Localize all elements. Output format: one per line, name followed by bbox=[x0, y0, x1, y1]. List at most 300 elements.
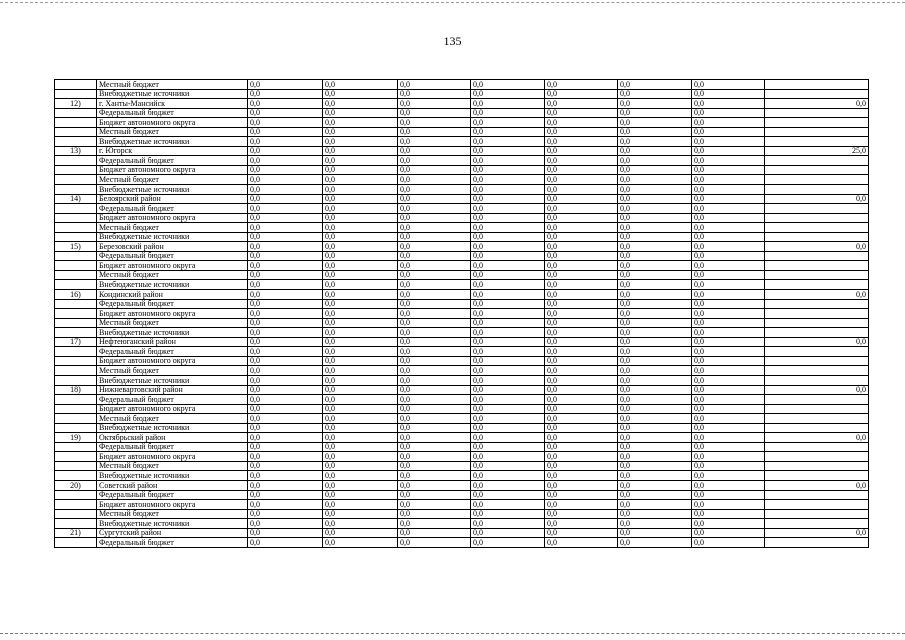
row-label: Октябрьский район bbox=[97, 433, 248, 443]
row-number bbox=[55, 251, 97, 261]
value-cell: 0,0 bbox=[545, 89, 618, 99]
value-cell: 0,0 bbox=[692, 442, 765, 452]
value-cell: 0,0 bbox=[398, 452, 471, 462]
value-cell: 0,0 bbox=[545, 423, 618, 433]
value-cell: 0,0 bbox=[618, 490, 692, 500]
value-cell: 0,0 bbox=[545, 395, 618, 405]
total-cell bbox=[765, 328, 869, 338]
value-cell: 0,0 bbox=[398, 480, 471, 490]
value-cell: 0,0 bbox=[398, 223, 471, 233]
value-cell: 0,0 bbox=[248, 366, 323, 376]
value-cell: 0,0 bbox=[545, 442, 618, 452]
row-label: Бюджет автономного округа bbox=[97, 452, 248, 462]
value-cell: 0,0 bbox=[692, 519, 765, 529]
value-cell: 0,0 bbox=[398, 80, 471, 90]
table-row bbox=[55, 156, 869, 166]
row-number: 13) bbox=[55, 146, 97, 156]
value-cell: 0,0 bbox=[248, 538, 323, 548]
value-cell: 0,0 bbox=[618, 99, 692, 109]
value-cell: 0,0 bbox=[248, 165, 323, 175]
total-cell: 0,0 bbox=[765, 528, 869, 538]
table-row bbox=[55, 137, 869, 147]
table-row bbox=[55, 433, 869, 443]
table-row bbox=[55, 175, 869, 185]
row-label: Внебюджетные источники bbox=[97, 423, 248, 433]
value-cell: 0,0 bbox=[398, 290, 471, 300]
row-label: Нижневартовский район bbox=[97, 385, 248, 395]
table-row bbox=[55, 442, 869, 452]
value-cell: 0,0 bbox=[248, 509, 323, 519]
total-cell bbox=[765, 356, 869, 366]
value-cell: 0,0 bbox=[545, 108, 618, 118]
value-cell: 0,0 bbox=[545, 261, 618, 271]
value-cell: 0,0 bbox=[545, 118, 618, 128]
value-cell: 0,0 bbox=[323, 194, 398, 204]
value-cell: 0,0 bbox=[545, 146, 618, 156]
budget-table bbox=[54, 79, 869, 548]
row-number bbox=[55, 366, 97, 376]
value-cell: 0,0 bbox=[248, 433, 323, 443]
value-cell: 0,0 bbox=[545, 414, 618, 424]
total-cell bbox=[765, 404, 869, 414]
value-cell: 0,0 bbox=[398, 471, 471, 481]
value-cell: 0,0 bbox=[545, 270, 618, 280]
value-cell: 0,0 bbox=[471, 290, 545, 300]
row-label: Внебюджетные источники bbox=[97, 137, 248, 147]
value-cell: 0,0 bbox=[692, 318, 765, 328]
value-cell: 0,0 bbox=[398, 433, 471, 443]
value-cell: 0,0 bbox=[323, 423, 398, 433]
value-cell: 0,0 bbox=[248, 395, 323, 405]
row-number: 15) bbox=[55, 242, 97, 252]
value-cell: 0,0 bbox=[545, 299, 618, 309]
row-number: 16) bbox=[55, 290, 97, 300]
value-cell: 0,0 bbox=[323, 442, 398, 452]
row-label: Нефтеюганский район bbox=[97, 337, 248, 347]
total-cell: 0,0 bbox=[765, 480, 869, 490]
value-cell: 0,0 bbox=[618, 146, 692, 156]
row-number bbox=[55, 414, 97, 424]
value-cell: 0,0 bbox=[323, 519, 398, 529]
value-cell: 0,0 bbox=[398, 538, 471, 548]
value-cell: 0,0 bbox=[398, 490, 471, 500]
value-cell: 0,0 bbox=[323, 137, 398, 147]
value-cell: 0,0 bbox=[248, 347, 323, 357]
value-cell: 0,0 bbox=[471, 528, 545, 538]
value-cell: 0,0 bbox=[323, 528, 398, 538]
value-cell: 0,0 bbox=[248, 137, 323, 147]
value-cell: 0,0 bbox=[398, 194, 471, 204]
value-cell: 0,0 bbox=[692, 471, 765, 481]
value-cell: 0,0 bbox=[323, 318, 398, 328]
row-number bbox=[55, 89, 97, 99]
row-number bbox=[55, 404, 97, 414]
value-cell: 0,0 bbox=[618, 328, 692, 338]
row-label: Местный бюджет bbox=[97, 366, 248, 376]
value-cell: 0,0 bbox=[618, 356, 692, 366]
row-number bbox=[55, 347, 97, 357]
value-cell: 0,0 bbox=[248, 232, 323, 242]
value-cell: 0,0 bbox=[398, 442, 471, 452]
value-cell: 0,0 bbox=[323, 461, 398, 471]
value-cell: 0,0 bbox=[398, 251, 471, 261]
value-cell: 0,0 bbox=[618, 433, 692, 443]
row-number: 12) bbox=[55, 99, 97, 109]
total-cell bbox=[765, 423, 869, 433]
table-row bbox=[55, 251, 869, 261]
value-cell: 0,0 bbox=[323, 509, 398, 519]
row-number bbox=[55, 127, 97, 137]
value-cell: 0,0 bbox=[323, 414, 398, 424]
value-cell: 0,0 bbox=[471, 519, 545, 529]
total-cell bbox=[765, 156, 869, 166]
value-cell: 0,0 bbox=[471, 118, 545, 128]
value-cell: 0,0 bbox=[398, 261, 471, 271]
value-cell: 0,0 bbox=[323, 490, 398, 500]
value-cell: 0,0 bbox=[545, 480, 618, 490]
value-cell: 0,0 bbox=[398, 89, 471, 99]
value-cell: 0,0 bbox=[323, 251, 398, 261]
value-cell: 0,0 bbox=[618, 337, 692, 347]
table-row bbox=[55, 290, 869, 300]
value-cell: 0,0 bbox=[323, 366, 398, 376]
value-cell: 0,0 bbox=[545, 356, 618, 366]
value-cell: 0,0 bbox=[323, 480, 398, 490]
value-cell: 0,0 bbox=[248, 328, 323, 338]
value-cell: 0,0 bbox=[692, 118, 765, 128]
value-cell: 0,0 bbox=[323, 80, 398, 90]
value-cell: 0,0 bbox=[248, 528, 323, 538]
value-cell: 0,0 bbox=[248, 290, 323, 300]
value-cell: 0,0 bbox=[545, 538, 618, 548]
row-label: Советский район bbox=[97, 480, 248, 490]
value-cell: 0,0 bbox=[545, 509, 618, 519]
row-label: Сургутский район bbox=[97, 528, 248, 538]
table-row bbox=[55, 270, 869, 280]
value-cell: 0,0 bbox=[692, 500, 765, 510]
total-cell bbox=[765, 108, 869, 118]
value-cell: 0,0 bbox=[471, 127, 545, 137]
value-cell: 0,0 bbox=[692, 270, 765, 280]
total-cell bbox=[765, 80, 869, 90]
value-cell: 0,0 bbox=[471, 213, 545, 223]
value-cell: 0,0 bbox=[545, 309, 618, 319]
total-cell bbox=[765, 538, 869, 548]
value-cell: 0,0 bbox=[618, 127, 692, 137]
value-cell: 0,0 bbox=[618, 423, 692, 433]
total-cell bbox=[765, 452, 869, 462]
total-cell bbox=[765, 251, 869, 261]
value-cell: 0,0 bbox=[618, 261, 692, 271]
value-cell: 0,0 bbox=[398, 175, 471, 185]
row-label: Бюджет автономного округа bbox=[97, 261, 248, 271]
value-cell: 0,0 bbox=[618, 414, 692, 424]
value-cell: 0,0 bbox=[323, 213, 398, 223]
table-row bbox=[55, 242, 869, 252]
value-cell: 0,0 bbox=[545, 156, 618, 166]
value-cell: 0,0 bbox=[618, 452, 692, 462]
value-cell: 0,0 bbox=[398, 395, 471, 405]
value-cell: 0,0 bbox=[471, 108, 545, 118]
value-cell: 0,0 bbox=[545, 251, 618, 261]
table-row bbox=[55, 423, 869, 433]
value-cell: 0,0 bbox=[248, 423, 323, 433]
value-cell: 0,0 bbox=[471, 490, 545, 500]
value-cell: 0,0 bbox=[471, 480, 545, 490]
value-cell: 0,0 bbox=[692, 175, 765, 185]
value-cell: 0,0 bbox=[248, 127, 323, 137]
table-row bbox=[55, 490, 869, 500]
value-cell: 0,0 bbox=[692, 385, 765, 395]
row-number bbox=[55, 185, 97, 195]
row-number bbox=[55, 538, 97, 548]
value-cell: 0,0 bbox=[618, 80, 692, 90]
value-cell: 0,0 bbox=[692, 423, 765, 433]
table-row bbox=[55, 280, 869, 290]
value-cell: 0,0 bbox=[692, 242, 765, 252]
value-cell: 0,0 bbox=[398, 356, 471, 366]
value-cell: 0,0 bbox=[545, 471, 618, 481]
total-cell bbox=[765, 309, 869, 319]
value-cell: 0,0 bbox=[398, 461, 471, 471]
value-cell: 0,0 bbox=[692, 414, 765, 424]
value-cell: 0,0 bbox=[545, 461, 618, 471]
value-cell: 0,0 bbox=[618, 404, 692, 414]
row-number bbox=[55, 375, 97, 385]
value-cell: 0,0 bbox=[248, 194, 323, 204]
value-cell: 0,0 bbox=[618, 270, 692, 280]
table-row bbox=[55, 108, 869, 118]
value-cell: 0,0 bbox=[618, 480, 692, 490]
value-cell: 0,0 bbox=[323, 118, 398, 128]
value-cell: 0,0 bbox=[692, 185, 765, 195]
value-cell: 0,0 bbox=[248, 223, 323, 233]
value-cell: 0,0 bbox=[398, 99, 471, 109]
value-cell: 0,0 bbox=[398, 414, 471, 424]
value-cell: 0,0 bbox=[618, 461, 692, 471]
value-cell: 0,0 bbox=[323, 290, 398, 300]
value-cell: 0,0 bbox=[618, 194, 692, 204]
value-cell: 0,0 bbox=[618, 175, 692, 185]
value-cell: 0,0 bbox=[398, 118, 471, 128]
row-number bbox=[55, 175, 97, 185]
table-row bbox=[55, 480, 869, 490]
value-cell: 0,0 bbox=[618, 251, 692, 261]
total-cell: 25,0 bbox=[765, 146, 869, 156]
row-number bbox=[55, 80, 97, 90]
value-cell: 0,0 bbox=[471, 80, 545, 90]
value-cell: 0,0 bbox=[323, 452, 398, 462]
value-cell: 0,0 bbox=[398, 309, 471, 319]
table-row bbox=[55, 165, 869, 175]
row-label: Федеральный бюджет bbox=[97, 156, 248, 166]
value-cell: 0,0 bbox=[248, 204, 323, 214]
value-cell: 0,0 bbox=[471, 337, 545, 347]
table-row bbox=[55, 500, 869, 510]
value-cell: 0,0 bbox=[248, 242, 323, 252]
total-cell bbox=[765, 118, 869, 128]
value-cell: 0,0 bbox=[248, 80, 323, 90]
table-row bbox=[55, 146, 869, 156]
value-cell: 0,0 bbox=[398, 385, 471, 395]
table-row bbox=[55, 89, 869, 99]
value-cell: 0,0 bbox=[545, 404, 618, 414]
value-cell: 0,0 bbox=[323, 433, 398, 443]
value-cell: 0,0 bbox=[248, 299, 323, 309]
value-cell: 0,0 bbox=[545, 213, 618, 223]
value-cell: 0,0 bbox=[248, 175, 323, 185]
row-number bbox=[55, 490, 97, 500]
table-row bbox=[55, 404, 869, 414]
row-label: Бюджет автономного округа bbox=[97, 309, 248, 319]
row-label: Белоярский район bbox=[97, 194, 248, 204]
row-number bbox=[55, 223, 97, 233]
table-row bbox=[55, 366, 869, 376]
table-row bbox=[55, 80, 869, 90]
table-row bbox=[55, 299, 869, 309]
value-cell: 0,0 bbox=[248, 251, 323, 261]
table-row bbox=[55, 213, 869, 223]
row-label: Федеральный бюджет bbox=[97, 108, 248, 118]
value-cell: 0,0 bbox=[398, 509, 471, 519]
value-cell: 0,0 bbox=[398, 299, 471, 309]
row-label: Бюджет автономного округа bbox=[97, 118, 248, 128]
row-label: Кондинский район bbox=[97, 290, 248, 300]
value-cell: 0,0 bbox=[471, 280, 545, 290]
total-cell bbox=[765, 185, 869, 195]
row-number: 20) bbox=[55, 480, 97, 490]
total-cell bbox=[765, 347, 869, 357]
total-cell: 0,0 bbox=[765, 242, 869, 252]
value-cell: 0,0 bbox=[692, 165, 765, 175]
value-cell: 0,0 bbox=[323, 500, 398, 510]
value-cell: 0,0 bbox=[248, 414, 323, 424]
row-label: Внебюджетные источники bbox=[97, 519, 248, 529]
row-number bbox=[55, 519, 97, 529]
value-cell: 0,0 bbox=[248, 452, 323, 462]
value-cell: 0,0 bbox=[471, 242, 545, 252]
row-number bbox=[55, 452, 97, 462]
value-cell: 0,0 bbox=[692, 347, 765, 357]
total-cell bbox=[765, 461, 869, 471]
value-cell: 0,0 bbox=[398, 213, 471, 223]
table-row bbox=[55, 185, 869, 195]
table-row bbox=[55, 194, 869, 204]
value-cell: 0,0 bbox=[471, 395, 545, 405]
value-cell: 0,0 bbox=[323, 185, 398, 195]
value-cell: 0,0 bbox=[471, 461, 545, 471]
value-cell: 0,0 bbox=[248, 261, 323, 271]
value-cell: 0,0 bbox=[618, 118, 692, 128]
value-cell: 0,0 bbox=[323, 404, 398, 414]
value-cell: 0,0 bbox=[471, 347, 545, 357]
value-cell: 0,0 bbox=[323, 165, 398, 175]
row-label: Местный бюджет bbox=[97, 223, 248, 233]
total-cell bbox=[765, 232, 869, 242]
total-cell bbox=[765, 299, 869, 309]
value-cell: 0,0 bbox=[618, 156, 692, 166]
row-label: Местный бюджет bbox=[97, 318, 248, 328]
value-cell: 0,0 bbox=[692, 461, 765, 471]
value-cell: 0,0 bbox=[248, 337, 323, 347]
row-label: Федеральный бюджет bbox=[97, 347, 248, 357]
value-cell: 0,0 bbox=[618, 538, 692, 548]
total-cell bbox=[765, 471, 869, 481]
table-row bbox=[55, 414, 869, 424]
total-cell bbox=[765, 500, 869, 510]
row-number bbox=[55, 442, 97, 452]
value-cell: 0,0 bbox=[323, 156, 398, 166]
table-row bbox=[55, 509, 869, 519]
value-cell: 0,0 bbox=[692, 366, 765, 376]
value-cell: 0,0 bbox=[323, 328, 398, 338]
value-cell: 0,0 bbox=[323, 223, 398, 233]
value-cell: 0,0 bbox=[398, 404, 471, 414]
total-cell bbox=[765, 509, 869, 519]
value-cell: 0,0 bbox=[248, 280, 323, 290]
row-number: 21) bbox=[55, 528, 97, 538]
value-cell: 0,0 bbox=[323, 146, 398, 156]
value-cell: 0,0 bbox=[618, 528, 692, 538]
value-cell: 0,0 bbox=[618, 509, 692, 519]
total-cell: 0,0 bbox=[765, 290, 869, 300]
row-number bbox=[55, 471, 97, 481]
value-cell: 0,0 bbox=[545, 318, 618, 328]
value-cell: 0,0 bbox=[545, 165, 618, 175]
total-cell: 0,0 bbox=[765, 99, 869, 109]
value-cell: 0,0 bbox=[323, 385, 398, 395]
value-cell: 0,0 bbox=[618, 89, 692, 99]
row-number bbox=[55, 461, 97, 471]
table-row bbox=[55, 395, 869, 405]
value-cell: 0,0 bbox=[471, 500, 545, 510]
value-cell: 0,0 bbox=[471, 89, 545, 99]
value-cell: 0,0 bbox=[692, 127, 765, 137]
total-cell bbox=[765, 204, 869, 214]
value-cell: 0,0 bbox=[248, 375, 323, 385]
row-label: Бюджет автономного округа bbox=[97, 356, 248, 366]
row-label: Федеральный бюджет bbox=[97, 299, 248, 309]
value-cell: 0,0 bbox=[248, 404, 323, 414]
value-cell: 0,0 bbox=[692, 194, 765, 204]
total-cell bbox=[765, 89, 869, 99]
value-cell: 0,0 bbox=[545, 375, 618, 385]
total-cell: 0,0 bbox=[765, 385, 869, 395]
value-cell: 0,0 bbox=[545, 290, 618, 300]
row-number bbox=[55, 213, 97, 223]
value-cell: 0,0 bbox=[692, 137, 765, 147]
value-cell: 0,0 bbox=[618, 500, 692, 510]
value-cell: 0,0 bbox=[398, 185, 471, 195]
row-label: г. Ханты-Мансийск bbox=[97, 99, 248, 109]
row-number bbox=[55, 261, 97, 271]
value-cell: 0,0 bbox=[618, 395, 692, 405]
value-cell: 0,0 bbox=[692, 337, 765, 347]
value-cell: 0,0 bbox=[618, 375, 692, 385]
value-cell: 0,0 bbox=[618, 290, 692, 300]
value-cell: 0,0 bbox=[398, 156, 471, 166]
value-cell: 0,0 bbox=[323, 232, 398, 242]
row-number: 14) bbox=[55, 194, 97, 204]
value-cell: 0,0 bbox=[248, 480, 323, 490]
table-row bbox=[55, 519, 869, 529]
value-cell: 0,0 bbox=[398, 165, 471, 175]
value-cell: 0,0 bbox=[692, 223, 765, 233]
row-label: Внебюджетные источники bbox=[97, 185, 248, 195]
value-cell: 0,0 bbox=[471, 146, 545, 156]
value-cell: 0,0 bbox=[398, 528, 471, 538]
value-cell: 0,0 bbox=[545, 328, 618, 338]
